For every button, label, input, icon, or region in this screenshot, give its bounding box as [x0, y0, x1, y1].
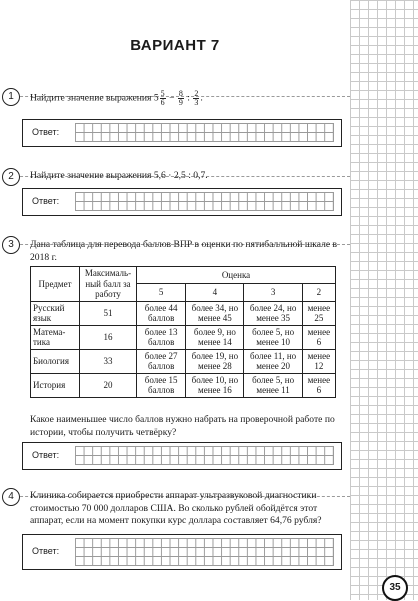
grade-3-header: 3 — [244, 284, 302, 301]
grade-2-header: 2 — [302, 284, 335, 301]
subject-cell: Матема-тика — [31, 325, 80, 349]
q1-op-minus: − — [166, 92, 177, 104]
grade-5-cell: более 44 баллов — [137, 301, 186, 325]
page-number: 35 — [382, 575, 408, 601]
grade-5-header: 5 — [137, 284, 186, 301]
table-row — [31, 349, 336, 373]
table-row — [31, 373, 336, 397]
table-row — [31, 325, 336, 349]
question-number-2: 2 — [2, 168, 20, 186]
q1-fraction-3: $\frac{2}{3}$ — [194, 89, 199, 107]
question-number-4: 4 — [2, 488, 20, 506]
question-1-text — [30, 90, 348, 107]
answer-label: Ответ: — [32, 196, 60, 206]
grade-3-cell: более 11, но менее 20 — [244, 349, 302, 373]
answer-box-2[interactable] — [22, 188, 342, 216]
grade-3-cell: более 5, но менее 11 — [244, 373, 302, 397]
grade-4-header: 4 — [186, 284, 244, 301]
grade-2-cell: менее 25 — [302, 301, 335, 325]
question-3-prompt: Какое наименьшее число баллов нужно набрать на проверочной работе по истории, чтобы получить четвёрку? — [30, 414, 335, 438]
answer-box-3[interactable] — [22, 442, 342, 470]
table-header-row — [31, 267, 336, 284]
grade-2-cell: менее 6 — [302, 325, 335, 349]
answer-grid[interactable] — [75, 538, 334, 566]
answer-grid[interactable] — [75, 192, 334, 211]
answer-label: Ответ: — [32, 127, 60, 137]
answer-grid[interactable] — [75, 446, 334, 465]
grade-5-cell: более 27 баллов — [137, 349, 186, 373]
q1-whole: 5 — [153, 92, 159, 104]
variant-title: ВАРИАНТ 7 — [130, 37, 220, 54]
grade-3-cell: более 24, но менее 35 — [244, 301, 302, 325]
max-cell: 16 — [80, 325, 137, 349]
answer-box-4[interactable] — [22, 534, 342, 570]
question-4-text: Клиника собирается приобрести аппарат ультразвуковой диагностики стоимостью 70 000 долларов США. Во сколько рублей обойдётся этот аппарат, если на момент покупки курс доллара составляет 64,76 рубля? — [30, 490, 322, 526]
question-1-prefix: Найдите значение выражения — [30, 92, 154, 104]
q1-suffix: . — [200, 92, 203, 104]
max-cell: 51 — [80, 301, 137, 325]
subject-cell: Биология — [31, 349, 80, 373]
grade-2-cell: менее 6 — [302, 373, 335, 397]
table-row — [31, 301, 336, 325]
answer-box-1[interactable] — [22, 119, 342, 147]
col-max-header: Максималь-ный балл за работу — [80, 267, 137, 302]
grade-4-cell: более 19, но менее 28 — [186, 349, 244, 373]
grade-4-cell: более 34, но менее 45 — [186, 301, 244, 325]
q1-fraction-2: $\frac{8}{9}$ — [178, 89, 183, 107]
subject-cell: Русский язык — [31, 301, 80, 325]
margin-grid — [350, 0, 418, 600]
q1-fraction-1: $\frac{5}{6}$ — [160, 89, 165, 107]
subject-cell: История — [31, 373, 80, 397]
question-number-3: 3 — [2, 236, 20, 254]
question-number-1: 1 — [2, 88, 20, 106]
question-3-text: Дана таблица для перевода баллов ВПР в оценки по пятибалльной шкале в 2018 г. — [30, 239, 338, 263]
grade-5-cell: более 13 баллов — [137, 325, 186, 349]
answer-grid[interactable] — [75, 123, 334, 142]
grade-4-cell: более 10, но менее 16 — [186, 373, 244, 397]
answer-label: Ответ: — [32, 546, 60, 556]
col-grade-header: Оценка — [137, 267, 336, 284]
grade-conversion-table — [30, 266, 336, 398]
grade-3-cell: более 5, но менее 10 — [244, 325, 302, 349]
grade-4-cell: более 9, но менее 14 — [186, 325, 244, 349]
question-2-text: Найдите значение выражения 5,6 · 2,5 : 0,7. — [30, 170, 208, 181]
grade-5-cell: более 15 баллов — [137, 373, 186, 397]
grade-2-cell: менее 12 — [302, 349, 335, 373]
col-subject-header: Предмет — [31, 267, 80, 302]
q1-op-divide: : — [184, 92, 193, 104]
max-cell: 20 — [80, 373, 137, 397]
answer-label: Ответ: — [32, 450, 60, 460]
max-cell: 33 — [80, 349, 137, 373]
